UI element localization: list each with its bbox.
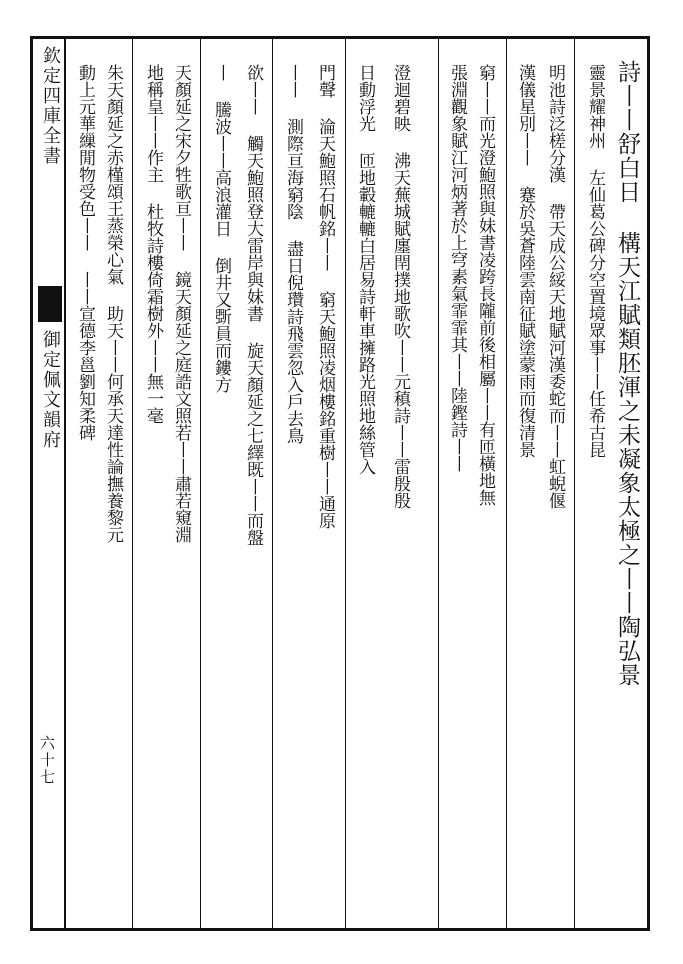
text-column: 丨丨 測際亘海窮陰 盡日倪瓚詩飛雲忽入戶去鳥 <box>283 64 303 444</box>
column-divider <box>506 39 507 928</box>
text-column: 詩丨丨舒白日 構天江賦類胚渾之未凝象太極之丨丨陶弘景 <box>614 60 640 687</box>
margin-book-title: 御定佩文韻府 <box>40 330 61 450</box>
column-divider <box>132 39 133 928</box>
margin-series-title: 欽定四庫全書 <box>40 46 61 166</box>
column-divider <box>200 39 201 928</box>
text-column: 朱天顏延之赤槿頌王蒸榮心氣 助天丨丨何承天達性論撫養黎元 <box>103 64 123 543</box>
text-column: 靈景耀神州 左仙葛公碑分空置境眾事丨丨任希古昆 <box>585 64 605 458</box>
text-column: 窮丨丨而光澄鮑照與妹書凌跨長隴前後相屬丨丨有匝橫地無 <box>475 64 495 506</box>
margin-inner-rule <box>64 36 66 931</box>
text-column: 丨 騰波丨丨高浪灌日 倒井又斲員而鏤方 <box>211 64 231 393</box>
text-column: 欲丨丨 觸天鮑照登大雷岸與妹書 旋天顏延之七繹既丨丨而盤 <box>243 64 263 546</box>
text-column: 張淵觀象賦江河炳著於上穹素氣霏霏其丨丨陸鏗詩丨丨 <box>447 64 467 472</box>
text-column: 天顏延之宋夕牲歌亘丨丨 鏡天顏延之庭誥文照若丨丨肅若窺淵 <box>171 64 191 543</box>
text-column: 日動浮光 匝地轂轆轆白居易詩軒車擁路光照地絲管入 <box>355 64 375 475</box>
column-divider <box>345 39 346 928</box>
margin-page-number: 六十七 <box>38 735 56 786</box>
text-column: 門聲 淪天鮑照石帆銘丨丨 窮天鮑照凌烟樓銘重樹丨丨通原 <box>315 64 335 529</box>
frame-top-rule <box>30 36 650 39</box>
column-divider <box>574 39 575 928</box>
frame-right-rule <box>647 36 650 931</box>
text-column: 漢儀星別丨丨 蹇於吳蒼陸雲南征賦塗蒙雨而復清景 <box>515 64 535 458</box>
text-column: 澄迴碧映 沸天蕪城賦廛閈撲地歌吹丨丨元稹詩丨丨雷殷殷 <box>390 64 410 509</box>
column-divider <box>438 39 439 928</box>
text-column: 動上元華繅閒物受色丨丨 丨丨宣德李邕劉知柔碑 <box>75 64 95 441</box>
frame-bottom-rule <box>30 928 650 931</box>
fish-tail-mark <box>38 286 62 322</box>
text-column: 地稱皇丨丨作主 杜牧詩樓倚霜樹外丨丨無一毫 <box>143 64 163 424</box>
text-column: 明池詩泛槎分漢 帶天成公綏天地賦河漢委蛇而丨丨虹蜺偃 <box>545 64 565 509</box>
column-divider <box>272 39 273 928</box>
frame-left-rule <box>30 36 33 931</box>
